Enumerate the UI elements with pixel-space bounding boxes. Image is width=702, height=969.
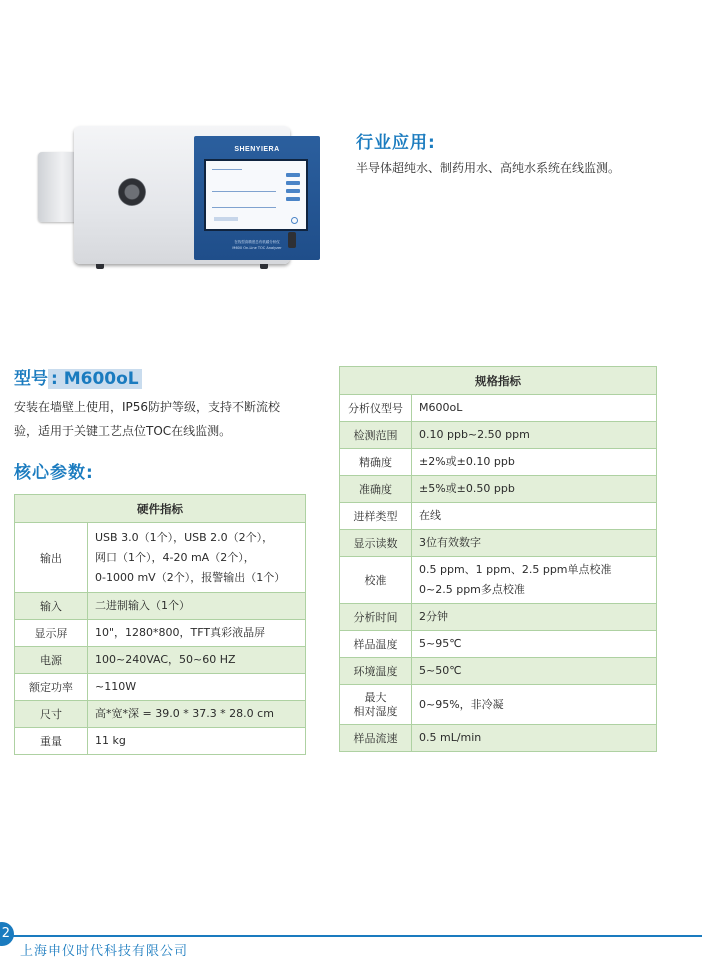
table-row	[340, 685, 657, 725]
row-label: 显示读数	[340, 530, 412, 557]
row-value: ~110W	[88, 674, 306, 701]
row-label: 分析仪型号	[340, 395, 412, 422]
device-brand: SHENYIERA	[234, 146, 280, 153]
device-caption-cn: 在线型高精度总有机碳分析仪	[234, 240, 280, 244]
industry-title: 行业应用:	[356, 133, 436, 153]
model-name: : M600oL	[48, 369, 142, 389]
model-title	[14, 364, 142, 388]
company-name: 上海申仪时代科技有限公司	[20, 944, 189, 959]
calibration-line: 0~2.5 ppm多点校准	[419, 583, 525, 596]
row-value: ±5%或±0.50 ppb	[412, 476, 657, 503]
table-row	[340, 557, 657, 604]
table-row	[340, 725, 657, 752]
table-row	[340, 422, 657, 449]
table-row	[15, 701, 306, 728]
page-number: 2	[0, 922, 14, 946]
row-value: ±2%或±0.10 ppb	[412, 449, 657, 476]
device-side-module	[38, 152, 78, 222]
row-label: 样品温度	[340, 631, 412, 658]
table-row	[340, 604, 657, 631]
device-port	[118, 178, 146, 206]
table-row	[15, 647, 306, 674]
table-row	[15, 523, 306, 593]
row-value: 100~240VAC，50~60 HZ	[88, 647, 306, 674]
row-value: 0.5 mL/min	[412, 725, 657, 752]
row-value: 3位有效数字	[412, 530, 657, 557]
device-caption-en: M600 On-Line TOC Analyzer	[232, 246, 282, 250]
output-line: 网口（1个），4-20 mA（2个），	[95, 550, 255, 564]
row-value: 高*宽*深 = 39.0 * 37.3 * 28.0 cm	[88, 701, 306, 728]
spec-table	[339, 366, 657, 752]
row-value: 2分钟	[412, 604, 657, 631]
row-value	[88, 523, 306, 593]
model-description-line1: 安装在墙壁上使用，IP56防护等级，支持不断流校	[14, 400, 281, 414]
table-row	[340, 395, 657, 422]
row-value: M600oL	[412, 395, 657, 422]
row-label: 重量	[15, 728, 88, 755]
row-label: 精确度	[340, 449, 412, 476]
product-image	[38, 124, 300, 270]
spec-table-header: 规格指标	[340, 367, 657, 395]
row-label: 环境温度	[340, 658, 412, 685]
row-value: 10"，1280*800，TFT真彩液晶屏	[88, 620, 306, 647]
table-row	[15, 674, 306, 701]
core-params-title: 核心参数:	[14, 463, 94, 483]
model-description-line2: 验，适用于关键工艺点位TOC在线监测。	[14, 424, 232, 438]
table-row	[340, 476, 657, 503]
row-value: 5~95℃	[412, 631, 657, 658]
row-value: 在线	[412, 503, 657, 530]
row-label: 分析时间	[340, 604, 412, 631]
row-label: 输入	[15, 593, 88, 620]
label-line: 最大	[364, 690, 387, 704]
label-line: 相对湿度	[353, 704, 398, 718]
row-label	[340, 685, 412, 725]
table-row	[340, 503, 657, 530]
device-front-panel	[194, 136, 320, 260]
calibration-line: 0.5 ppm、1 ppm、2.5 ppm单点校准	[419, 563, 612, 576]
footer-divider	[8, 935, 702, 937]
table-row	[15, 593, 306, 620]
industry-text: 半导体超纯水、制药用水、高纯水系统在线监测。	[356, 161, 621, 175]
model-prefix: 型号	[14, 369, 48, 389]
row-label: 显示屏	[15, 620, 88, 647]
row-label: 电源	[15, 647, 88, 674]
device-screen	[204, 159, 308, 231]
row-label: 输出	[15, 523, 88, 593]
row-value: 0~95%，非冷凝	[412, 685, 657, 725]
table-row	[340, 631, 657, 658]
output-line: 0-1000 mV（2个），报警输出（1个）	[95, 570, 286, 584]
table-row	[15, 728, 306, 755]
device-leg	[96, 264, 104, 269]
row-label: 进样类型	[340, 503, 412, 530]
row-label: 校准	[340, 557, 412, 604]
row-value	[412, 557, 657, 604]
hardware-table-header: 硬件指标	[15, 495, 306, 523]
table-row	[340, 658, 657, 685]
device-knob	[288, 232, 296, 248]
row-value: 二进制输入（1个）	[88, 593, 306, 620]
table-row	[15, 620, 306, 647]
row-value: 11 kg	[88, 728, 306, 755]
hardware-table	[14, 494, 306, 755]
output-line: USB 3.0（1个），USB 2.0（2个），	[95, 530, 274, 544]
table-row	[340, 449, 657, 476]
row-label: 检测范围	[340, 422, 412, 449]
row-label: 额定功率	[15, 674, 88, 701]
table-row	[340, 530, 657, 557]
row-value: 0.10 ppb~2.50 ppm	[412, 422, 657, 449]
row-label: 尺寸	[15, 701, 88, 728]
row-value: 5~50℃	[412, 658, 657, 685]
device-leg	[260, 264, 268, 269]
row-label: 准确度	[340, 476, 412, 503]
row-label: 样品流速	[340, 725, 412, 752]
